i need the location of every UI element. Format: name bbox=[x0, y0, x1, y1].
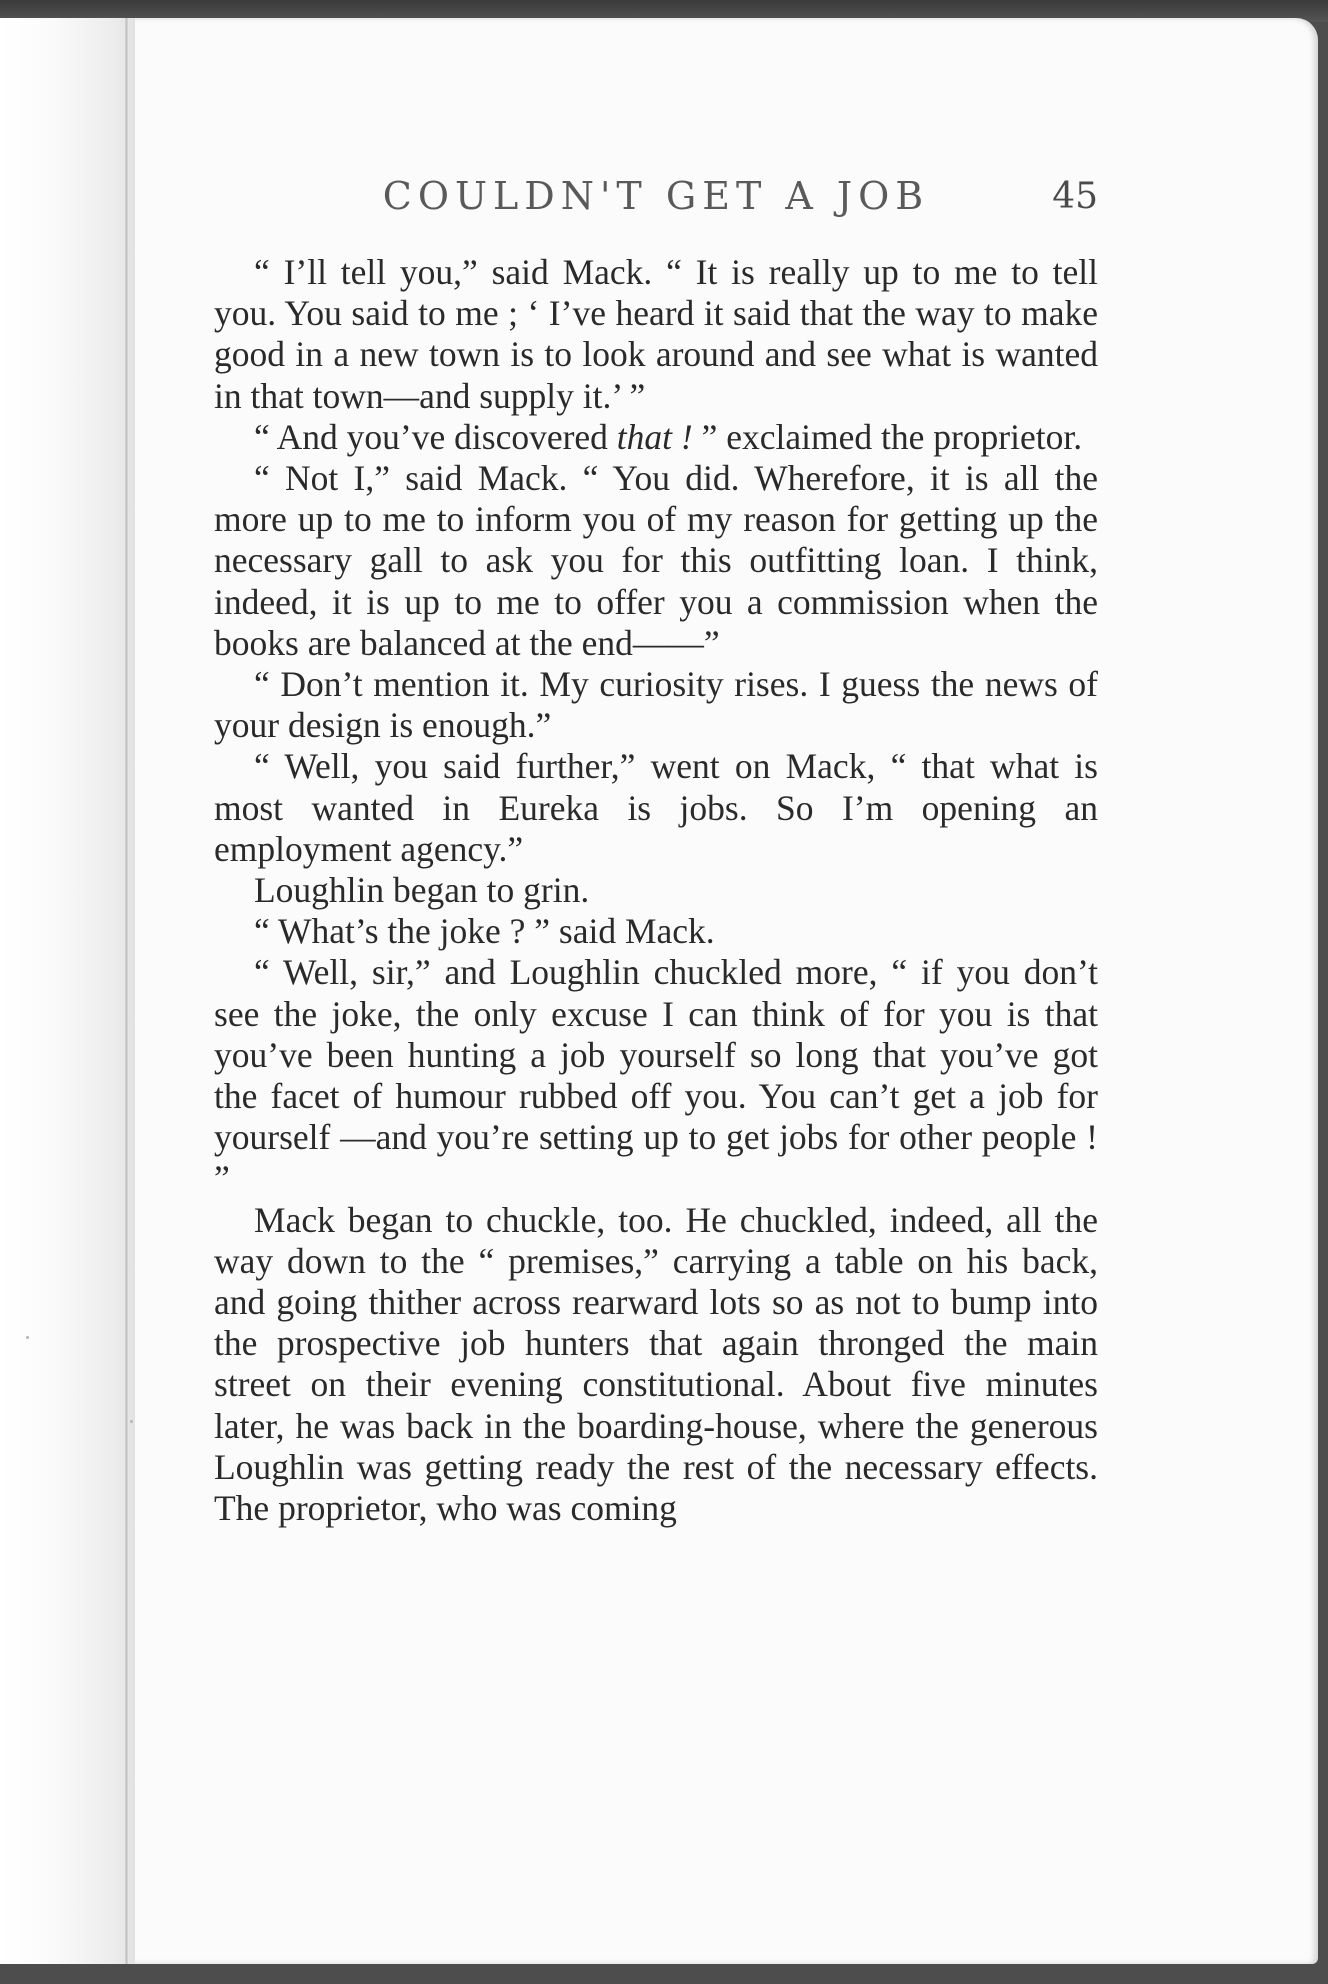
paragraph: “ What’s the joke ? ” said Mack. bbox=[254, 911, 715, 952]
binding-crease bbox=[125, 18, 128, 1964]
paragraph: “ Well, sir,” and Loughlin chuckled more, “ if you don’t see the joke, the only excuse I can think of for you is that you’ve been hunting a job yourself so long that you’ve got the facet of humour rubbed off you. You can’t get a job for yourself —and you’re setting up to get jobs for other people ! ” bbox=[214, 952, 1098, 1199]
running-title: COULDN'T GET A JOB bbox=[382, 174, 930, 218]
page-gutter bbox=[0, 18, 135, 1964]
paragraph: “ Well, you said further,” went on Mack, “ that what is most wanted in Eureka is jobs. So I’m opening an employment agency.” bbox=[214, 746, 1098, 869]
paper-speck bbox=[130, 1420, 133, 1423]
page-number: 45 bbox=[1052, 176, 1098, 217]
paragraph: Mack began to chuckle, too. He chuckled, indeed, all the way down to the “ premises,” carrying a table on his back, and going thither across rearward lots so as not to bump into the prospective job hunters that again thronged the main street on their evening constitutional. About five minutes later, he was back in the boarding-house, where the generous Loughlin was getting ready the rest of the necessary effects. The proprietor, who was coming bbox=[214, 1199, 1098, 1529]
paragraph-exclaim bbox=[214, 417, 1098, 458]
running-head bbox=[214, 168, 1098, 228]
paragraph-part: ” exclaimed the proprietor. bbox=[692, 416, 1083, 457]
body-text bbox=[214, 252, 1098, 1529]
italic-emphasis: that ! bbox=[616, 416, 693, 457]
paragraph: “ Don’t mention it. My curiosity rises. I guess the news of your design is enough.” bbox=[214, 664, 1098, 746]
paragraph: “ I’ll tell you,” said Mack. “ It is really up to me to tell you. You said to me ; ‘ I’ve heard it said that the way to make good in a new town is to look around and see what is wanted in that town—and supply it.’ ” bbox=[214, 252, 1098, 416]
paragraph-part: “ And you’ve discovered bbox=[254, 416, 617, 457]
paragraph: “ Not I,” said Mack. “ You did. Wherefore, it is all the more up to me to inform you of my reason for getting up the necessary gall to ask you for this outfitting loan. I think, indeed, it is up to me to offer you a commission when the books are balanced at the end——” bbox=[214, 458, 1098, 663]
paragraph: Loughlin began to grin. bbox=[254, 870, 590, 911]
paper-speck bbox=[26, 1336, 29, 1339]
